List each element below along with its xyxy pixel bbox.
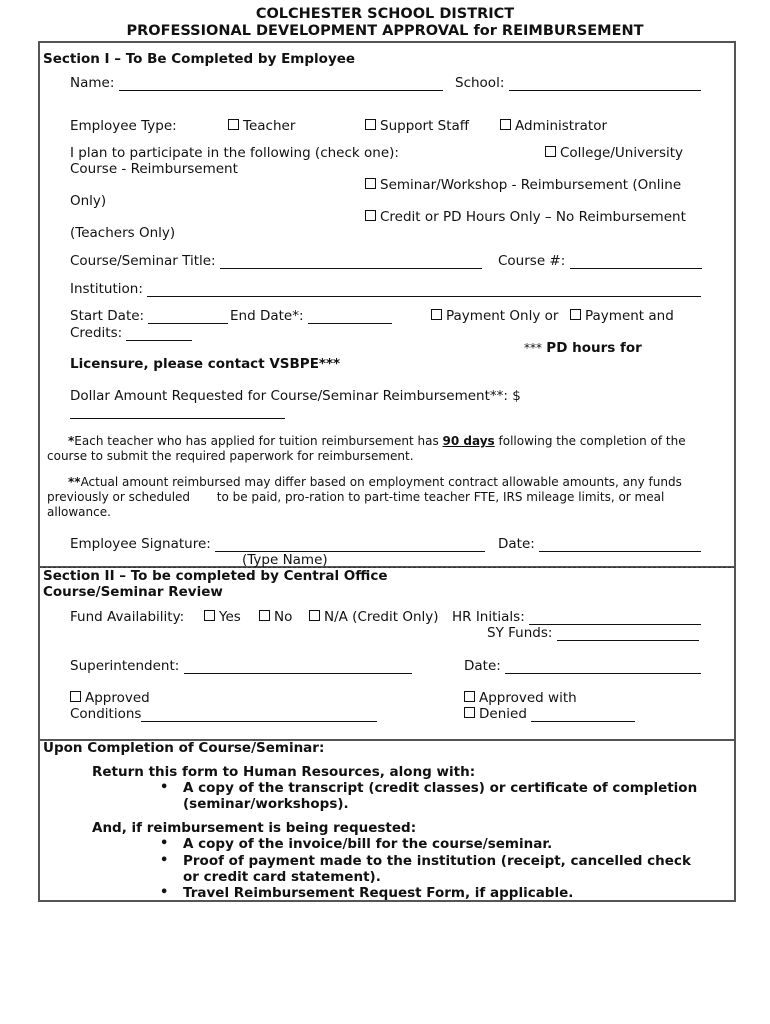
course-number-field[interactable] [498,253,702,269]
form-title: PROFESSIONAL DEVELOPMENT APPROVAL for REIMBURSEMENT [126,23,644,39]
checkbox-teacher[interactable] [228,118,295,134]
credits-field[interactable] [70,325,192,341]
name-field[interactable] [70,75,443,91]
list-item-proof-cont: or credit card statement). [183,869,381,885]
end-date-line[interactable] [308,323,392,324]
checkbox-fund-no[interactable] [259,609,292,625]
superintendent-date-field[interactable] [464,658,701,674]
dollar-amount-line[interactable] [70,418,285,419]
footnote-2-star: ** [68,475,81,489]
footnote-2-line-3: allowance. [47,505,111,519]
bullet: • [160,780,169,795]
footnote-1-text-b: following the completion of the [494,434,686,448]
licensure-text: Licensure, please contact VSBPE*** [70,356,341,372]
teachers-only-text: (Teachers Only) [70,225,176,241]
fund-yes-label: Yes [219,609,241,625]
employee-type-label: Employee Type: [70,118,177,134]
fund-no-label: No [274,609,293,625]
employee-date-label: Date: [498,536,535,552]
superintendent-line[interactable] [184,673,412,674]
bullet: • [160,853,169,868]
administrator-label: Administrator [515,118,608,134]
credit-pd-label: Credit or PD Hours Only – No Reimbursement [380,209,686,225]
school-label: School: [455,75,505,91]
start-date-line[interactable] [148,323,228,324]
checkbox-fund-na[interactable] [309,609,439,625]
checkbox-support-staff[interactable] [365,118,469,134]
approved-label: Approved [85,690,150,706]
credits-label: Credits: [70,325,123,341]
dollar-amount-label: Dollar Amount Requested for Course/Seminar Reimbursement**: $ [70,388,521,404]
name-line[interactable] [119,90,443,91]
conditions-label: Conditions [70,706,142,722]
ninety-days: 90 days [442,434,495,448]
pd-hours-label: PD hours for [546,340,642,356]
bullet: • [160,885,169,900]
list-item-proof-of-payment: Proof of payment made to the institution (receipt, cancelled check [183,853,691,869]
section-2-heading: Section II – To be completed by Central Office [43,568,388,584]
support-staff-label: Support Staff [380,118,470,134]
checkbox-approved-with[interactable] [464,690,577,706]
section-3-heading: Upon Completion of Course/Seminar: [43,740,325,756]
footnote-1-line-2: course to submit the required paperwork for reimbursement. [47,449,414,463]
section-2-subheading: Course/Seminar Review [43,584,223,600]
checkbox-seminar[interactable] [365,177,681,193]
institution-field[interactable] [70,281,701,297]
employee-signature-label: Employee Signature: [70,536,211,552]
course-number-label: Course #: [498,253,566,269]
list-item-transcript: A copy of the transcript (credit classes) or certificate of completion [183,780,698,796]
sy-funds-line[interactable] [557,640,699,641]
sy-funds-label: SY Funds: [487,625,553,641]
school-line[interactable] [509,90,701,91]
footnote-1-line-1 [68,434,686,448]
footnote-1-star: * [68,434,75,448]
superintendent-date-label: Date: [464,658,501,674]
checkbox-approved[interactable] [70,690,150,706]
section-1-heading: Section I – To Be Completed by Employee [43,51,356,67]
course-reimbursement-text: Course - Reimbursement [70,161,238,177]
reimbursement-instructions: And, if reimbursement is being requested: [92,820,417,836]
approved-with-label: Approved with [479,690,577,706]
return-instructions: Return this form to Human Resources, along with: [92,764,476,780]
credits-line[interactable] [126,340,192,341]
superintendent-label: Superintendent: [70,658,180,674]
seminar-label: Seminar/Workshop - Reimbursement (Online [380,177,682,193]
course-title-label: Course/Seminar Title: [70,253,216,269]
end-date-field[interactable] [230,308,392,324]
employee-date-line[interactable] [539,551,701,552]
conditions-field[interactable] [70,706,377,722]
fund-availability-label: Fund Availability: [70,609,185,625]
denied-line[interactable] [531,721,635,722]
college-label: College/University [560,145,684,161]
course-title-field[interactable] [70,253,482,269]
end-date-label: End Date*: [230,308,304,324]
list-item-invoice: A copy of the invoice/bill for the course/seminar. [183,836,553,852]
payment-and-label: Payment and [585,308,674,324]
footnote-1-text-a: Each teacher who has applied for tuition reimbursement has [74,434,443,448]
institution-line[interactable] [147,296,701,297]
course-number-line[interactable] [570,268,702,269]
superintendent-date-line[interactable] [505,673,701,674]
pd-stars: *** [524,341,542,355]
checkbox-credit-pd[interactable] [365,209,686,225]
district-name: COLCHESTER SCHOOL DISTRICT [255,6,515,22]
conditions-line[interactable] [141,721,377,722]
school-field[interactable] [455,75,701,91]
start-date-label: Start Date: [70,308,145,324]
start-date-field[interactable] [70,308,228,324]
payment-only-label: Payment Only or [446,308,559,324]
checkbox-fund-yes[interactable] [204,609,241,625]
only-text: Only) [70,193,107,209]
footnote-2-line-1 [68,475,682,489]
pd-hours-text [524,340,642,356]
employee-date-field[interactable] [498,536,701,552]
checkbox-payment-only[interactable] [431,308,558,324]
denied-label: Denied [479,706,527,722]
sy-funds-field[interactable] [487,625,699,641]
list-item-travel-form: Travel Reimbursement Request Form, if applicable. [183,885,574,901]
list-item-transcript-cont: (seminar/workshops). [183,796,349,812]
name-label: Name: [70,75,115,91]
checkbox-denied[interactable] [464,706,635,722]
checkbox-payment-and[interactable] [570,308,674,324]
employee-signature-field[interactable] [70,536,485,552]
superintendent-field[interactable] [70,658,412,674]
footnote-2-line-2: previously or scheduled to be paid, pro-ration to part-time teacher FTE, IRS mileage limits, or meal [47,490,665,504]
teacher-label: Teacher [243,118,296,134]
bullet: • [160,836,169,851]
course-title-line[interactable] [220,268,482,269]
hr-initials-label: HR Initials: [452,609,525,625]
checkbox-administrator[interactable] [500,118,607,134]
checkbox-college[interactable] [545,145,683,161]
plan-label: I plan to participate in the following (check one): [70,145,399,161]
institution-label: Institution: [70,281,143,297]
type-name-label: (Type Name) [242,552,328,568]
hr-initials-field[interactable] [452,609,701,625]
fund-na-label: N/A (Credit Only) [324,609,439,625]
footnote-2-text-a: Actual amount reimbursed may differ based on employment contract allowable amounts, any funds [80,475,682,489]
